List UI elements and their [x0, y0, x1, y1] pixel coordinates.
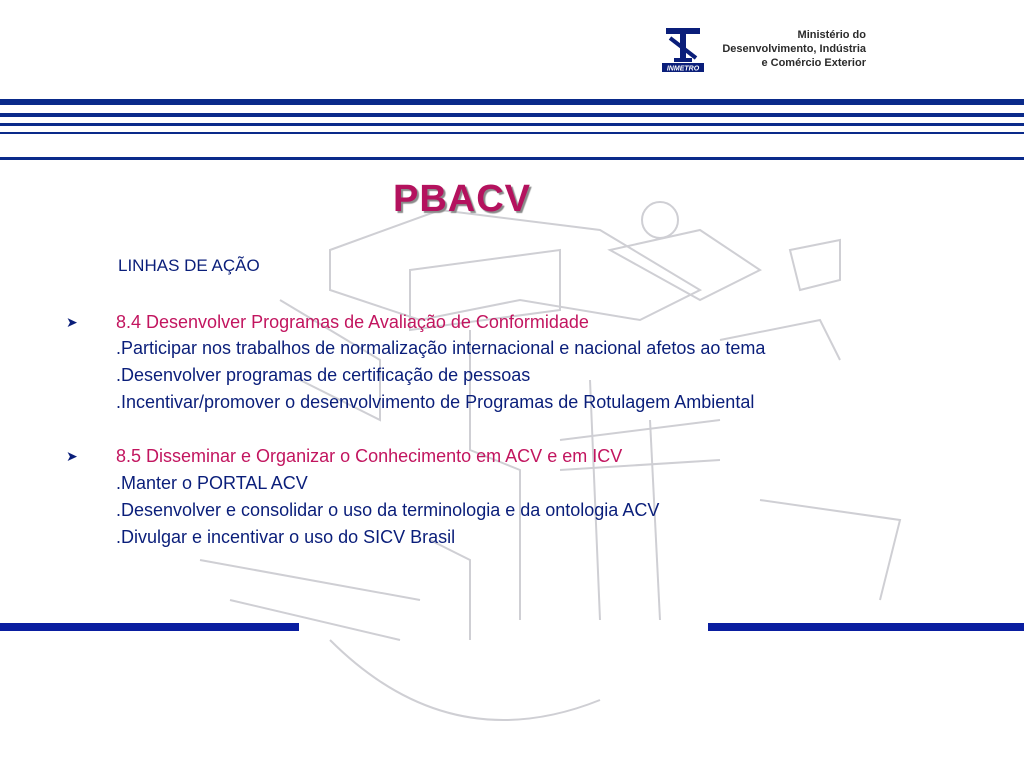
header-stripe-5	[0, 157, 1024, 160]
svg-text:INMETRO: INMETRO	[666, 65, 700, 72]
section-heading: LINHAS DE AÇÃO	[118, 256, 260, 275]
item-line: .Incentivar/promover o desenvolvimento de Programas de Rotulagem Ambiental	[116, 392, 755, 412]
inmetro-logo-icon	[662, 24, 704, 72]
footer-bar-right	[708, 623, 1024, 631]
ministry-name	[712, 28, 866, 70]
ministry-line-2: Desenvolvimento, Indústria	[722, 43, 866, 55]
header-stripe-3	[0, 123, 1024, 126]
header-stripe-2	[0, 113, 1024, 117]
arrow-bullet-icon: ➤	[66, 314, 78, 330]
item-heading: 8.5 Disseminar e Organizar o Conhecimento em ACV e em ICV	[116, 446, 623, 466]
ministry-line-3: e Comércio Exterior	[761, 57, 866, 69]
page-title: PBACV	[392, 178, 532, 220]
item-line: .Participar nos trabalhos de normalização internacional e nacional afetos ao tema	[116, 338, 766, 358]
item-line: .Manter o PORTAL ACV	[116, 473, 308, 493]
arrow-bullet-icon: ➤	[66, 448, 78, 464]
ministry-line-1: Ministério do	[797, 29, 866, 41]
header-stripe-4	[0, 132, 1024, 134]
item-line: .Desenvolver e consolidar o uso da terminologia e da ontologia ACV	[116, 500, 660, 520]
item-heading: 8.4 Desenvolver Programas de Avaliação de Conformidade	[116, 312, 589, 332]
header-stripe-1	[0, 99, 1024, 105]
footer-bar-left	[0, 623, 299, 631]
item-line: .Divulgar e incentivar o uso do SICV Brasil	[116, 527, 456, 547]
item-line: .Desenvolver programas de certificação de pessoas	[116, 365, 531, 385]
